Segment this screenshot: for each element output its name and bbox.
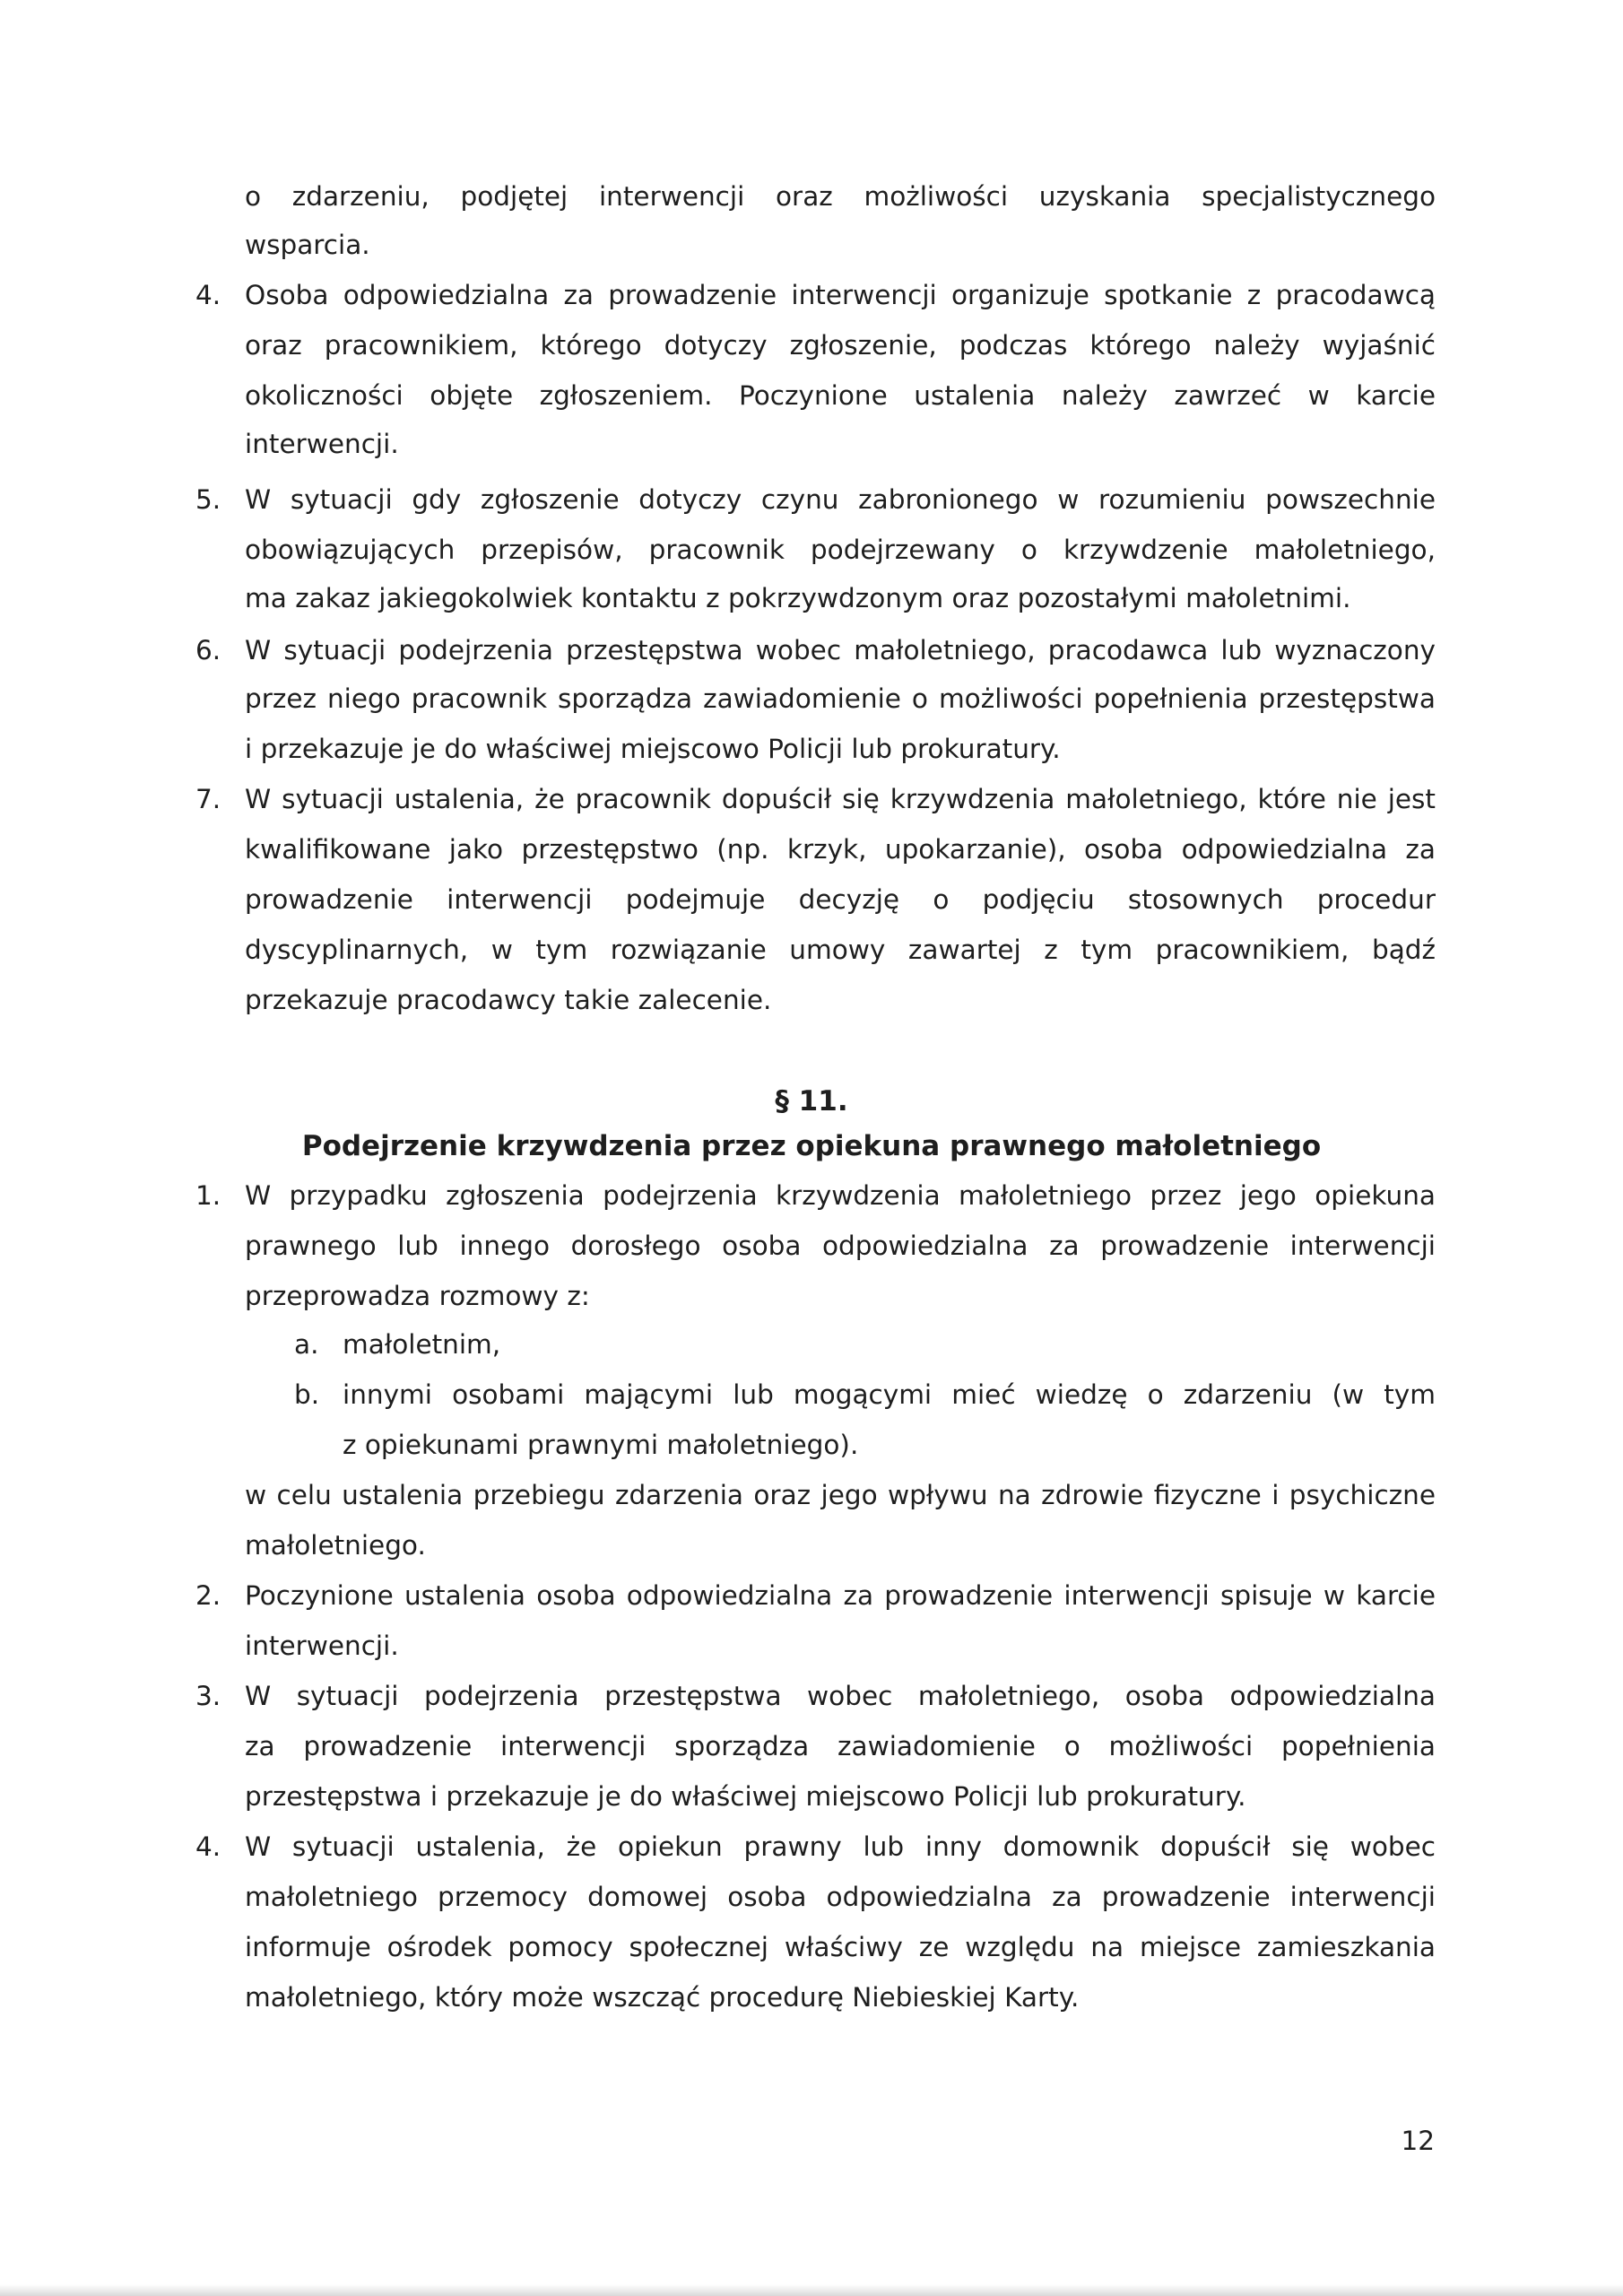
list-number: 7.	[195, 784, 221, 814]
list-item-6-line2	[245, 683, 1436, 714]
list-item-7	[245, 784, 1436, 814]
list-item-6-line3	[245, 734, 1436, 764]
text-line: W sytuacji gdy zgłoszenie dotyczy czynu zabronionego w rozumieniu powszechnie	[245, 484, 1436, 515]
sub-item-a	[343, 1329, 1436, 1360]
text-line: obowiązujących przepisów, pracownik podejrzewany o krzywdzenie małoletniego,	[245, 535, 1436, 565]
intro-paragraph	[245, 181, 1436, 212]
text-line: dyscyplinarnych, w tym rozwiązanie umowy zawartej z tym pracownikiem, bądź	[245, 935, 1436, 965]
section-item-1-continuation	[245, 1480, 1436, 1510]
list-number: 6.	[195, 635, 221, 665]
section-item-1	[245, 1180, 1436, 1211]
sub-letter: b.	[294, 1379, 320, 1410]
list-item-4-line3	[245, 380, 1436, 411]
text-line: oraz pracownikiem, którego dotyczy zgłoszenie, podczas którego należy wyjaśnić	[245, 330, 1436, 361]
section-item-3	[245, 1681, 1436, 1711]
text-line: innymi osobami mającymi lub mogącymi mieć wiedzę o zdarzeniu (w tym	[343, 1379, 1436, 1410]
text-line: i przekazuje je do właściwej miejscowo Policji lub prokuratury.	[245, 734, 1061, 764]
text-line: W sytuacji ustalenia, że pracownik dopuścił się krzywdzenia małoletniego, które nie jest	[245, 784, 1436, 814]
section-title: Podejrzenie krzywdzenia przez opiekuna prawnego małoletniego	[301, 1130, 1322, 1162]
section-item-3-line3	[245, 1781, 1436, 1812]
text-line: W sytuacji podejrzenia przestępstwa wobec małoletniego, osoba odpowiedzialna	[245, 1681, 1436, 1711]
list-item-7-line3	[245, 884, 1436, 915]
section-number: § 11.	[775, 1085, 848, 1118]
section-item-2-line2	[245, 1631, 1436, 1661]
scan-edge-shadow	[0, 2284, 1623, 2296]
text-line: przestępstwa i przekazuje je do właściwej miejscowo Policji lub prokuratury.	[245, 1781, 1246, 1812]
list-number: 1.	[195, 1180, 221, 1211]
section-item-1-continuation-end	[245, 1530, 1436, 1561]
text-line: informuje ośrodek pomocy społecznej właściwy ze względu na miejsce zamieszkania	[245, 1932, 1436, 1962]
page-number: 12	[1401, 2126, 1435, 2156]
section-item-4-line2	[245, 1882, 1436, 1912]
text-line: okoliczności objęte zgłoszeniem. Poczynione ustalenia należy zawrzeć w karcie	[245, 380, 1436, 411]
text-line: interwencji.	[245, 1631, 399, 1661]
list-item-7-line2	[245, 834, 1436, 865]
list-item-7-line5	[245, 985, 1436, 1015]
list-number: 4.	[195, 280, 221, 310]
text-line: małoletniego przemocy domowej osoba odpowiedzialna za prowadzenie interwencji	[245, 1882, 1436, 1912]
text-line: Osoba odpowiedzialna za prowadzenie interwencji organizuje spotkanie z pracodawcą	[245, 280, 1436, 310]
text-line: prawnego lub innego dorosłego osoba odpowiedzialna za prowadzenie interwencji	[245, 1231, 1436, 1261]
text-line: małoletniego.	[245, 1530, 426, 1561]
list-item-5	[245, 484, 1436, 515]
text-line: z opiekunami prawnymi małoletniego).	[343, 1430, 859, 1460]
intro-paragraph-end	[245, 230, 1436, 260]
list-number: 5.	[195, 484, 221, 515]
text-line: przekazuje pracodawcy takie zalecenie.	[245, 985, 772, 1015]
text-line: małoletnim,	[343, 1329, 501, 1360]
text-line: W sytuacji ustalenia, że opiekun prawny lub inny domownik dopuścił się wobec	[245, 1831, 1436, 1862]
sub-item-b-line2	[343, 1430, 1436, 1460]
section-item-1-line2	[245, 1231, 1436, 1261]
list-item-5-line2	[245, 535, 1436, 565]
section-item-1-line3	[245, 1281, 1436, 1311]
text-line: kwalifikowane jako przestępstwo (np. krzyk, upokarzanie), osoba odpowiedzialna za	[245, 834, 1436, 865]
text-line: za prowadzenie interwencji sporządza zawiadomienie o możliwości popełnienia	[245, 1731, 1436, 1761]
text-line: przez niego pracownik sporządza zawiadomienie o możliwości popełnienia przestępstwa	[245, 683, 1436, 714]
text-line: W przypadku zgłoszenia podejrzenia krzywdzenia małoletniego przez jego opiekuna	[245, 1180, 1436, 1211]
text-line: prowadzenie interwencji podejmuje decyzję o podjęciu stosownych procedur	[245, 884, 1436, 915]
text-line: W sytuacji podejrzenia przestępstwa wobec małoletniego, pracodawca lub wyznaczony	[245, 635, 1436, 665]
list-item-4	[245, 280, 1436, 310]
text-line: ma zakaz jakiegokolwiek kontaktu z pokrzywdzonym oraz pozostałymi małoletnimi.	[245, 583, 1351, 613]
section-item-3-line2	[245, 1731, 1436, 1761]
text-line: przeprowadza rozmowy z:	[245, 1281, 590, 1311]
text-line: w celu ustalenia przebiegu zdarzenia oraz jego wpływu na zdrowie fizyczne i psychiczne	[245, 1480, 1436, 1510]
list-item-5-line3	[245, 583, 1436, 613]
list-item-7-line4	[245, 935, 1436, 965]
text-line: małoletniego, który może wszcząć procedurę Niebieskiej Karty.	[245, 1982, 1080, 2013]
section-item-4-line3	[245, 1932, 1436, 1962]
list-number: 3.	[195, 1681, 221, 1711]
list-item-4-line2	[245, 330, 1436, 361]
text-line: wsparcia.	[245, 230, 370, 260]
section-item-2	[245, 1580, 1436, 1611]
section-item-4-line4	[245, 1982, 1436, 2013]
text-line: o zdarzeniu, podjętej interwencji oraz możliwości uzyskania specjalistycznego	[245, 181, 1436, 212]
list-number: 2.	[195, 1580, 221, 1611]
section-item-4	[245, 1831, 1436, 1862]
text-line: Poczynione ustalenia osoba odpowiedzialna za prowadzenie interwencji spisuje w karcie	[245, 1580, 1436, 1611]
sub-item-b	[343, 1379, 1436, 1410]
sub-letter: a.	[294, 1329, 319, 1360]
list-number: 4.	[195, 1831, 221, 1862]
text-line: interwencji.	[245, 429, 399, 459]
list-item-6	[245, 635, 1436, 665]
list-item-4-line4	[245, 429, 1436, 459]
